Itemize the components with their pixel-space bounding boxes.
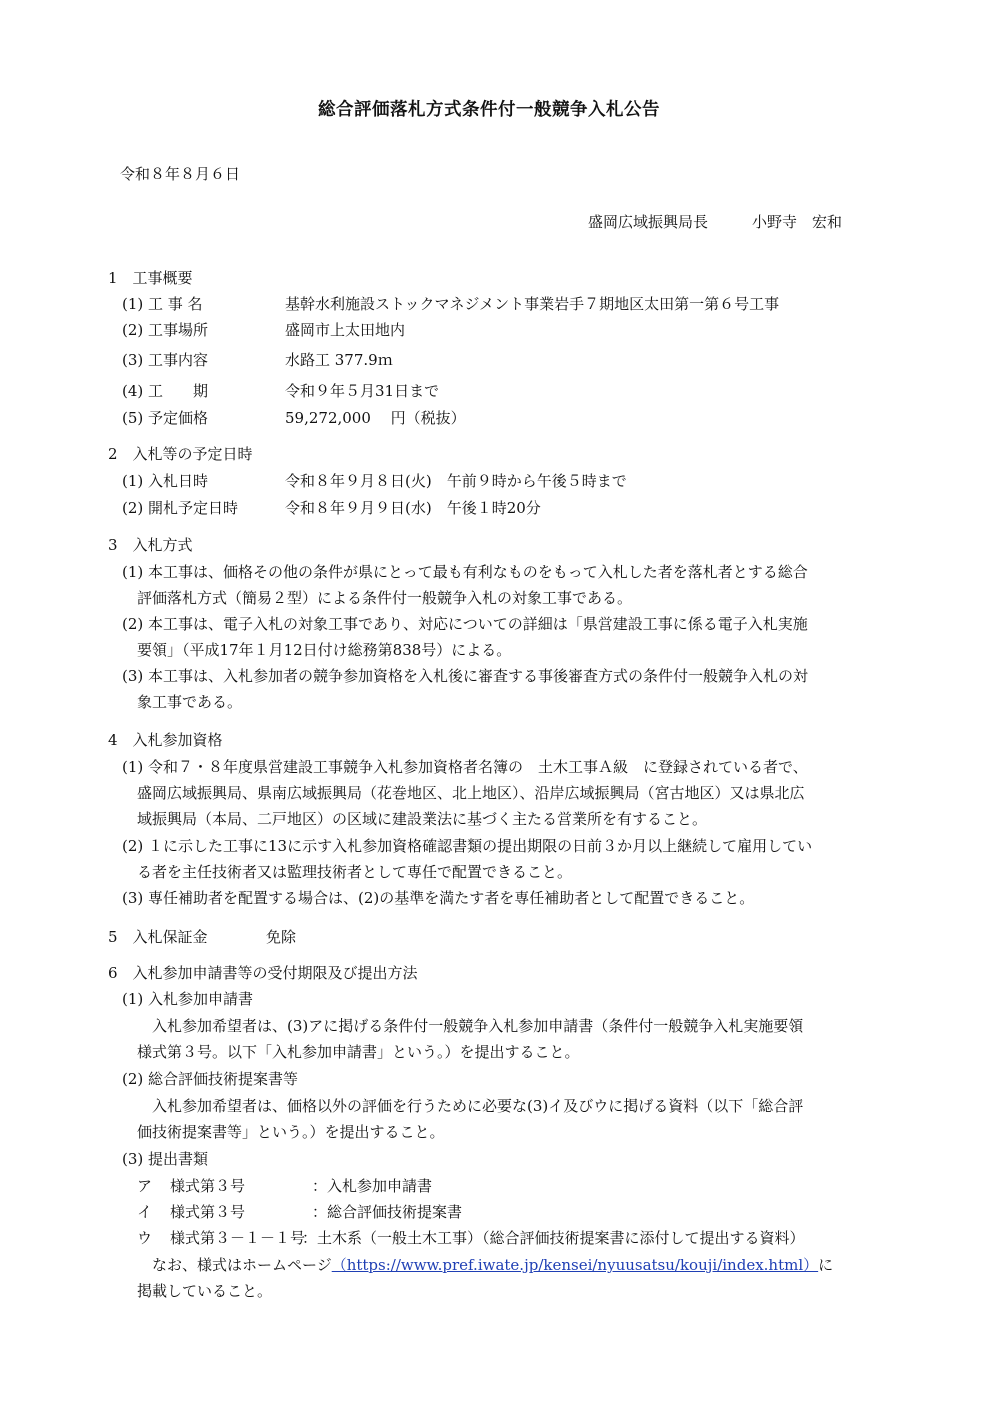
doc-form: 様式第３号: [170, 1177, 246, 1195]
paragraph-line: 要領」（平成17年１月12日付け総務第838号）による。: [137, 641, 512, 659]
item-label: (2) 工事場所: [122, 321, 209, 339]
paragraph-line: 価技術提案書等」という。）を提出すること。: [137, 1123, 445, 1141]
construction-location: 盛岡市上太田地内: [285, 321, 406, 339]
homepage-link[interactable]: （https://www.pref.iwate.jp/kensei/nyuusatsu/kouji/index.html）: [331, 1256, 819, 1274]
doc-description: ：入札参加申請書: [312, 1177, 433, 1195]
item-label: (5) 予定価格: [122, 409, 209, 427]
item-label: (3) 工事内容: [122, 351, 209, 369]
paragraph-line: 盛岡広域振興局、県南広域振興局（花巻地区、北上地区）、沿岸広域振興局（宮古地区）又は県北広: [137, 784, 805, 802]
paragraph-line: (1) 本工事は、価格その他の条件が県にとって最も有利なものをもって入札した者を落札者とする総合: [122, 563, 808, 581]
item-label: (1) 工 事 名: [122, 295, 203, 313]
doc-mark: ウ: [137, 1229, 153, 1247]
paragraph-line: る者を主任技術者又は監理技術者として専任で配置できること。: [137, 863, 573, 881]
homepage-note: [152, 1255, 833, 1275]
estimated-price: 59,272,000 円（税抜）: [285, 409, 466, 427]
paragraph-line: 入札参加希望者は、価格以外の評価を行うために必要な(3)イ及びウに掲げる資料（以下「総合評: [152, 1097, 804, 1115]
notice-date: 令和８年８月６日: [120, 165, 241, 183]
paragraph-line: 入札参加希望者は、(3)アに掲げる条件付一般競争入札参加申請書（条件付一般競争入札実施要領: [152, 1017, 804, 1035]
construction-content: 水路工 377.9ｍ: [285, 351, 393, 369]
paragraph-line: 象工事である。: [137, 693, 243, 711]
sub-heading: (1) 入札参加申請書: [122, 990, 254, 1008]
section-4-heading: 4 入札参加資格: [108, 731, 223, 749]
item-label: (1) 入札日時: [122, 472, 209, 490]
paragraph-line: (2) １に示した工事に13に示す入札参加資格確認書類の提出期限の日前３か月以上継続して雇用してい: [122, 837, 813, 855]
note-suffix: に: [818, 1256, 834, 1274]
section-3-heading: 3 入札方式: [108, 536, 193, 554]
item-label: (2) 開札予定日時: [122, 499, 239, 517]
paragraph-line: 域振興局（本局、二戸地区）の区域に建設業法に基づく主たる営業所を有すること。: [137, 810, 708, 828]
paragraph-line: 様式第３号。以下「入札参加申請書」という。）を提出すること。: [137, 1043, 580, 1061]
doc-form: 様式第３－１－１号: [170, 1229, 306, 1247]
construction-name: 基幹水利施設ストックマネジメント事業岩手７期地区太田第一第６号工事: [285, 295, 780, 313]
issuer-office: 盛岡広域振興局長: [588, 213, 709, 231]
sub-heading: (2) 総合評価技術提案書等: [122, 1070, 299, 1088]
issuer-name: 小野寺 宏和: [752, 213, 843, 231]
paragraph-line: (3) 専任補助者を配置する場合は、(2)の基準を満たす者を専任補助者として配置できること。: [122, 889, 755, 907]
note-prefix: なお、様式はホームページ: [152, 1256, 332, 1274]
paragraph-line: 評価落札方式（簡易２型）による条件付一般競争入札の対象工事である。: [137, 589, 633, 607]
doc-mark: イ: [137, 1203, 153, 1221]
doc-description: ：総合評価技術提案書: [312, 1203, 463, 1221]
section-1-heading: 1 工事概要: [108, 269, 193, 287]
bid-datetime: 令和８年９月８日(火) 午前９時から午後５時まで: [285, 472, 627, 490]
bid-bond-value: 免除: [266, 928, 297, 946]
section-2-heading: 2 入札等の予定日時: [108, 445, 253, 463]
doc-mark: ア: [137, 1177, 153, 1195]
construction-period: 令和９年５月31日まで: [285, 382, 440, 400]
item-label: (4) 工 期: [122, 382, 209, 400]
homepage-note-line2: 掲載していること。: [137, 1282, 273, 1300]
opening-datetime: 令和８年９月９日(水) 午後１時20分: [285, 499, 541, 517]
section-5-heading: 5 入札保証金: [108, 928, 208, 946]
page-title: 総合評価落札方式条件付一般競争入札公告: [318, 100, 660, 120]
doc-form: 様式第３号: [170, 1203, 246, 1221]
paragraph-line: (3) 本工事は、入札参加者の競争参加資格を入札後に審査する事後審査方式の条件付一般競争入札の対: [122, 667, 809, 685]
doc-description: ：土木系（一般土木工事）（総合評価技術提案書に添付して提出する資料）: [302, 1229, 805, 1247]
paragraph-line: (1) 令和７・８年度県営建設工事競争入札参加資格者名簿の 土木工事Ａ級 に登録されている者で、: [122, 758, 808, 776]
sub-heading: (3) 提出書類: [122, 1150, 209, 1168]
section-6-heading: 6 入札参加申請書等の受付期限及び提出方法: [108, 964, 418, 982]
paragraph-line: (2) 本工事は、電子入札の対象工事であり、対応についての詳細は「県営建設工事に係る電子入札実施: [122, 615, 808, 633]
